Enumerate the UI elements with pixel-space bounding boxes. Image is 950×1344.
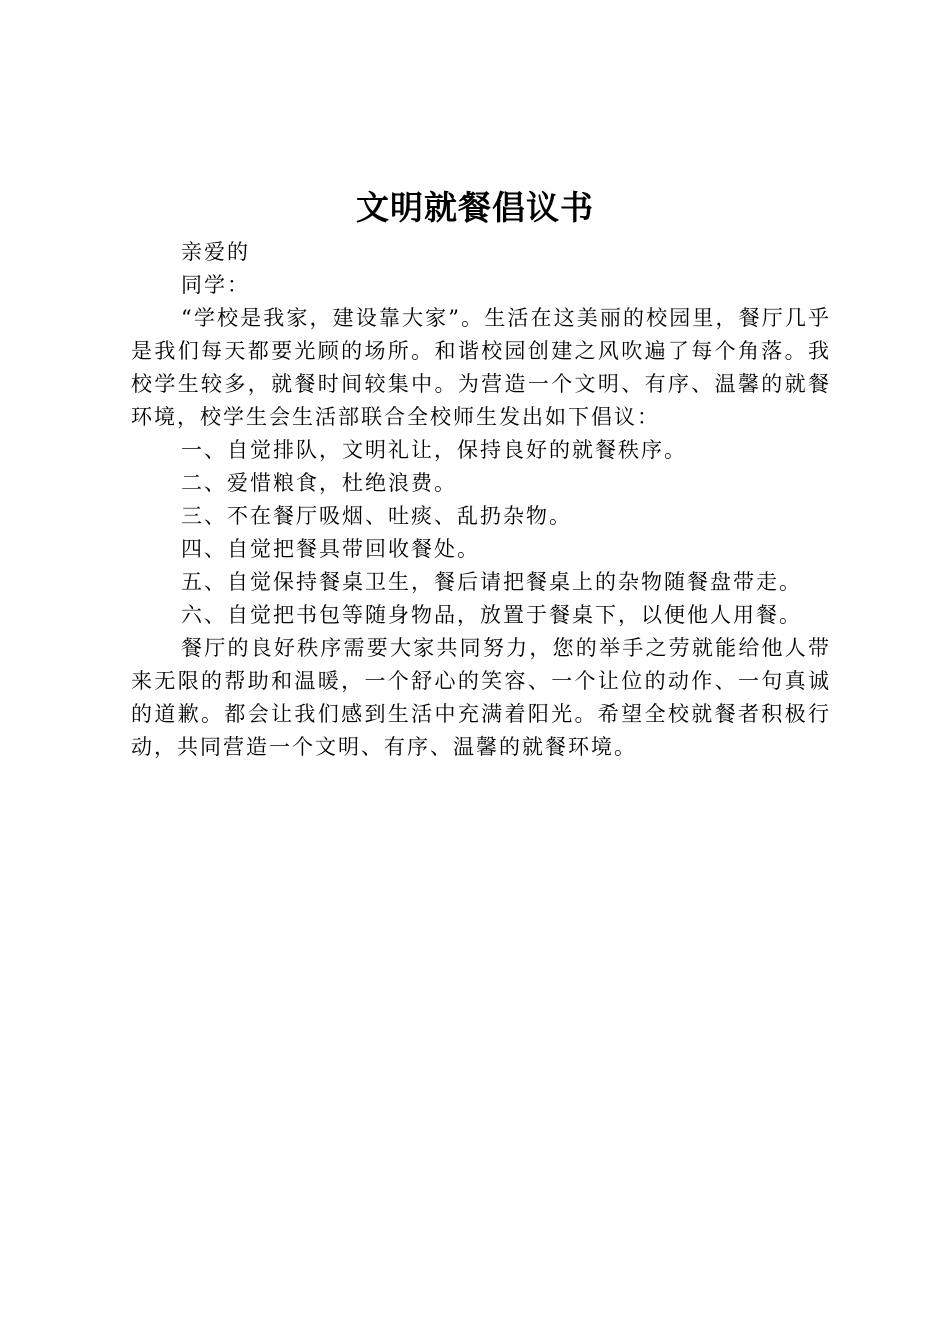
document-title: 文明就餐倡议书	[356, 188, 594, 227]
intro-paragraph: “学校是我家，建设靠大家”。生活在这美丽的校园里，餐厅几乎是我们每天都要光顾的场所。和谐校园创建之风吹遍了每个角落。我校学生较多，就餐时间较集中。为营造一个文明、有序、温馨的就餐环境，校学生会生活部联合全校师生发出如下倡议：	[131, 306, 831, 429]
proposal-item-5: 五、自觉保持餐桌卫生，餐后请把餐桌上的杂物随餐盘带走。	[181, 570, 802, 594]
salutation-line-2: 同学：	[181, 273, 250, 297]
proposal-item-2: 二、爱惜粮食，杜绝浪费。	[181, 471, 457, 495]
proposal-item-6: 六、自觉把书包等随身物品，放置于餐桌下，以便他人用餐。	[181, 603, 802, 627]
closing-paragraph: 餐厅的良好秩序需要大家共同努力，您的举手之劳就能给他人带来无限的帮助和温暖，一个舒心的笑容、一个让位的动作、一句真诚的道歉。都会让我们感到生活中充满着阳光。希望全校就餐者积极行动，共同营造一个文明、有序、温馨的就餐环境。	[131, 636, 831, 759]
proposal-item-3: 三、不在餐厅吸烟、吐痰、乱扔杂物。	[181, 504, 572, 528]
document-body	[131, 236, 831, 764]
proposal-item-4: 四、自觉把餐具带回收餐处。	[181, 537, 480, 561]
proposal-item-1: 一、自觉排队，文明礼让，保持良好的就餐秩序。	[181, 438, 687, 462]
salutation-line-1: 亲爱的	[181, 240, 250, 264]
